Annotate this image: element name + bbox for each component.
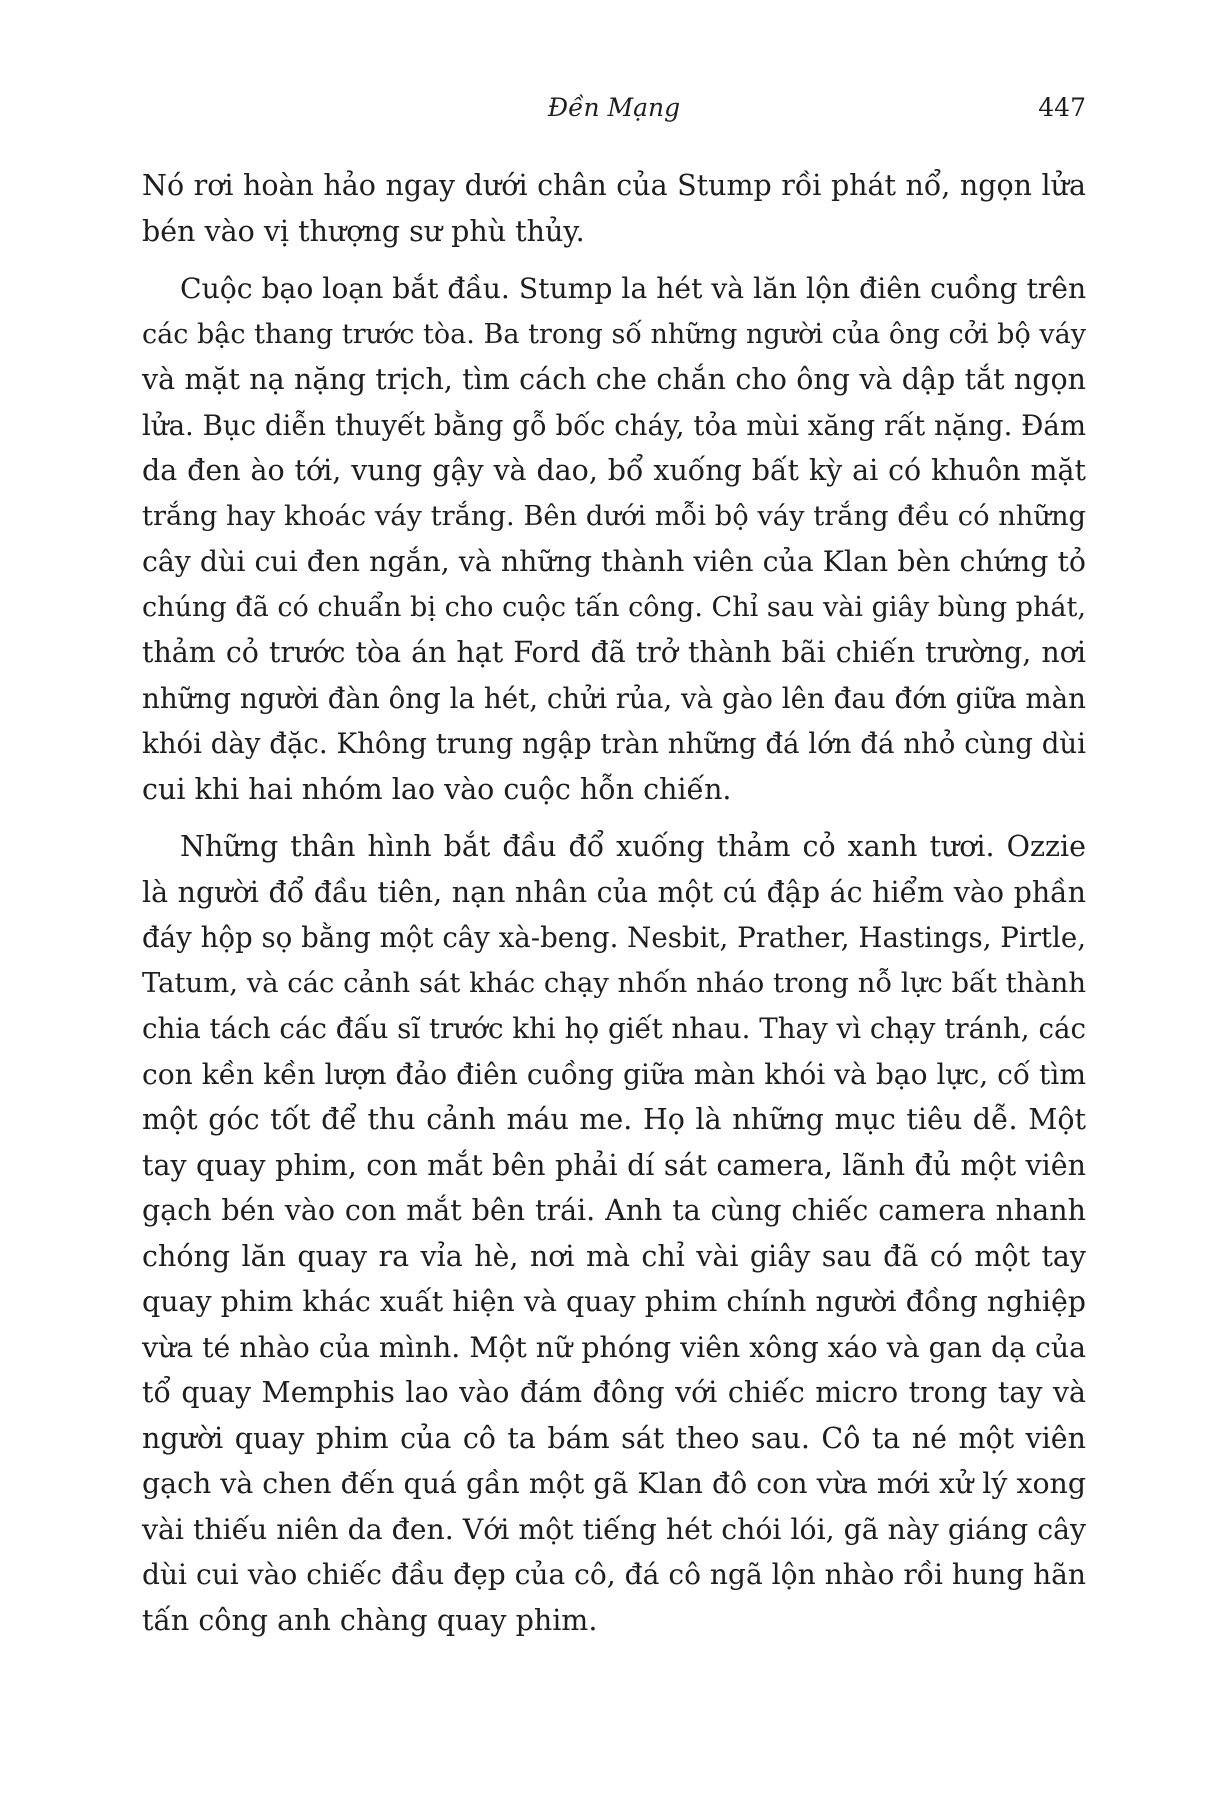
- text-line: dùi cui vào chiếc đầu đẹp của cô, đá cô ngã lộn nhào rồi hung hãn: [142, 1558, 1086, 1591]
- text-line: tay quay phim, con mắt bên phải dí sát camera, lãnh đủ một viên: [142, 1148, 1086, 1182]
- text-line: vừa té nhào của mình. Một nữ phóng viên xông xáo và gan dạ của: [142, 1330, 1086, 1364]
- text-line: khói dày đặc. Không trung ngập tràn những đá lớn đá nhỏ cùng dùi: [142, 727, 1086, 760]
- text-line: cui khi hai nhóm lao vào cuộc hỗn chiến.: [142, 772, 732, 806]
- text-line: một góc tốt để thu cảnh máu me. Họ là những mục tiêu dễ. Một: [142, 1103, 1086, 1136]
- text-line: Những thân hình bắt đầu đổ xuống thảm cỏ xanh tươi. Ozzie: [180, 830, 1086, 863]
- paragraph: [142, 266, 1086, 812]
- text-line: những người đàn ông la hét, chửi rủa, và gào lên đau đớn giữa màn: [142, 681, 1086, 715]
- text-line: và mặt nạ nặng trịch, tìm cách che chắn cho ông và dập tắt ngọn: [142, 363, 1086, 396]
- text-line: chia tách các đấu sĩ trước khi họ giết nhau. Thay vì chạy tránh, các: [142, 1012, 1086, 1045]
- paragraph: [142, 163, 1086, 254]
- text-line: cây dùi cui đen ngắn, và những thành viên của Klan bèn chứng tỏ: [142, 545, 1086, 578]
- text-line: gạch bén vào con mắt bên trái. Anh ta cùng chiếc camera nhanh: [142, 1194, 1086, 1227]
- running-head: [142, 88, 1086, 128]
- body-text: [142, 163, 1086, 1643]
- text-line: vài thiếu niên da đen. Với một tiếng hét chói lói, gã này giáng cây: [142, 1512, 1086, 1546]
- text-line: tấn công anh chàng quay phim.: [142, 1603, 598, 1637]
- text-line: quay phim khác xuất hiện và quay phim chính người đồng nghiệp: [142, 1285, 1087, 1318]
- text-line: các bậc thang trước tòa. Ba trong số những người của ông cởi bộ váy: [142, 318, 1086, 350]
- text-line: là người đổ đầu tiên, nạn nhân của một cú đập ác hiểm vào phần: [142, 875, 1086, 909]
- text-line: con kền kền lượn đảo điên cuồng giữa màn khói và bạo lực, cố tìm: [142, 1057, 1086, 1091]
- text-line: gạch và chen đến quá gần một gã Klan đô con vừa mới xử lý xong: [142, 1467, 1086, 1500]
- page-number: 447: [1038, 93, 1086, 122]
- text-line: Cuộc bạo loạn bắt đầu. Stump la hét và lăn lộn điên cuồng trên: [180, 272, 1087, 305]
- text-line: thảm cỏ trước tòa án hạt Ford đã trở thành bãi chiến trường, nơi: [142, 636, 1086, 669]
- running-title: Đền Mạng: [547, 93, 681, 122]
- text-line: đáy hộp sọ bằng một cây xà-beng. Nesbit, Prather, Hastings, Pirtle,: [142, 921, 1086, 954]
- text-line: Tatum, và các cảnh sát khác chạy nhốn nháo trong nỗ lực bất thành: [142, 967, 1086, 999]
- text-line: chóng lăn quay ra vỉa hè, nơi mà chỉ vài giây sau đã có một tay: [142, 1239, 1086, 1273]
- text-line: Nó rơi hoàn hảo ngay dưới chân của Stump rồi phát nổ, ngọn lửa: [142, 169, 1086, 202]
- text-line: trắng hay khoác váy trắng. Bên dưới mỗi bộ váy trắng đều có những: [142, 500, 1086, 532]
- text-line: lửa. Bục diễn thuyết bằng gỗ bốc cháy, tỏa mùi xăng rất nặng. Đám: [142, 408, 1086, 442]
- text-line: da đen ào tới, vung gậy và dao, bổ xuống bất kỳ ai có khuôn mặt: [142, 454, 1086, 487]
- text-line: bén vào vị thượng sư phù thủy.: [142, 214, 585, 248]
- text-line: tổ quay Memphis lao vào đám đông với chiếc micro trong tay và: [142, 1376, 1086, 1409]
- text-line: chúng đã có chuẩn bị cho cuộc tấn công. Chỉ sau vài giây bùng phát,: [142, 591, 1086, 623]
- text-line: người quay phim của cô ta bám sát theo sau. Cô ta né một viên: [142, 1421, 1086, 1455]
- paragraph: [142, 824, 1086, 1643]
